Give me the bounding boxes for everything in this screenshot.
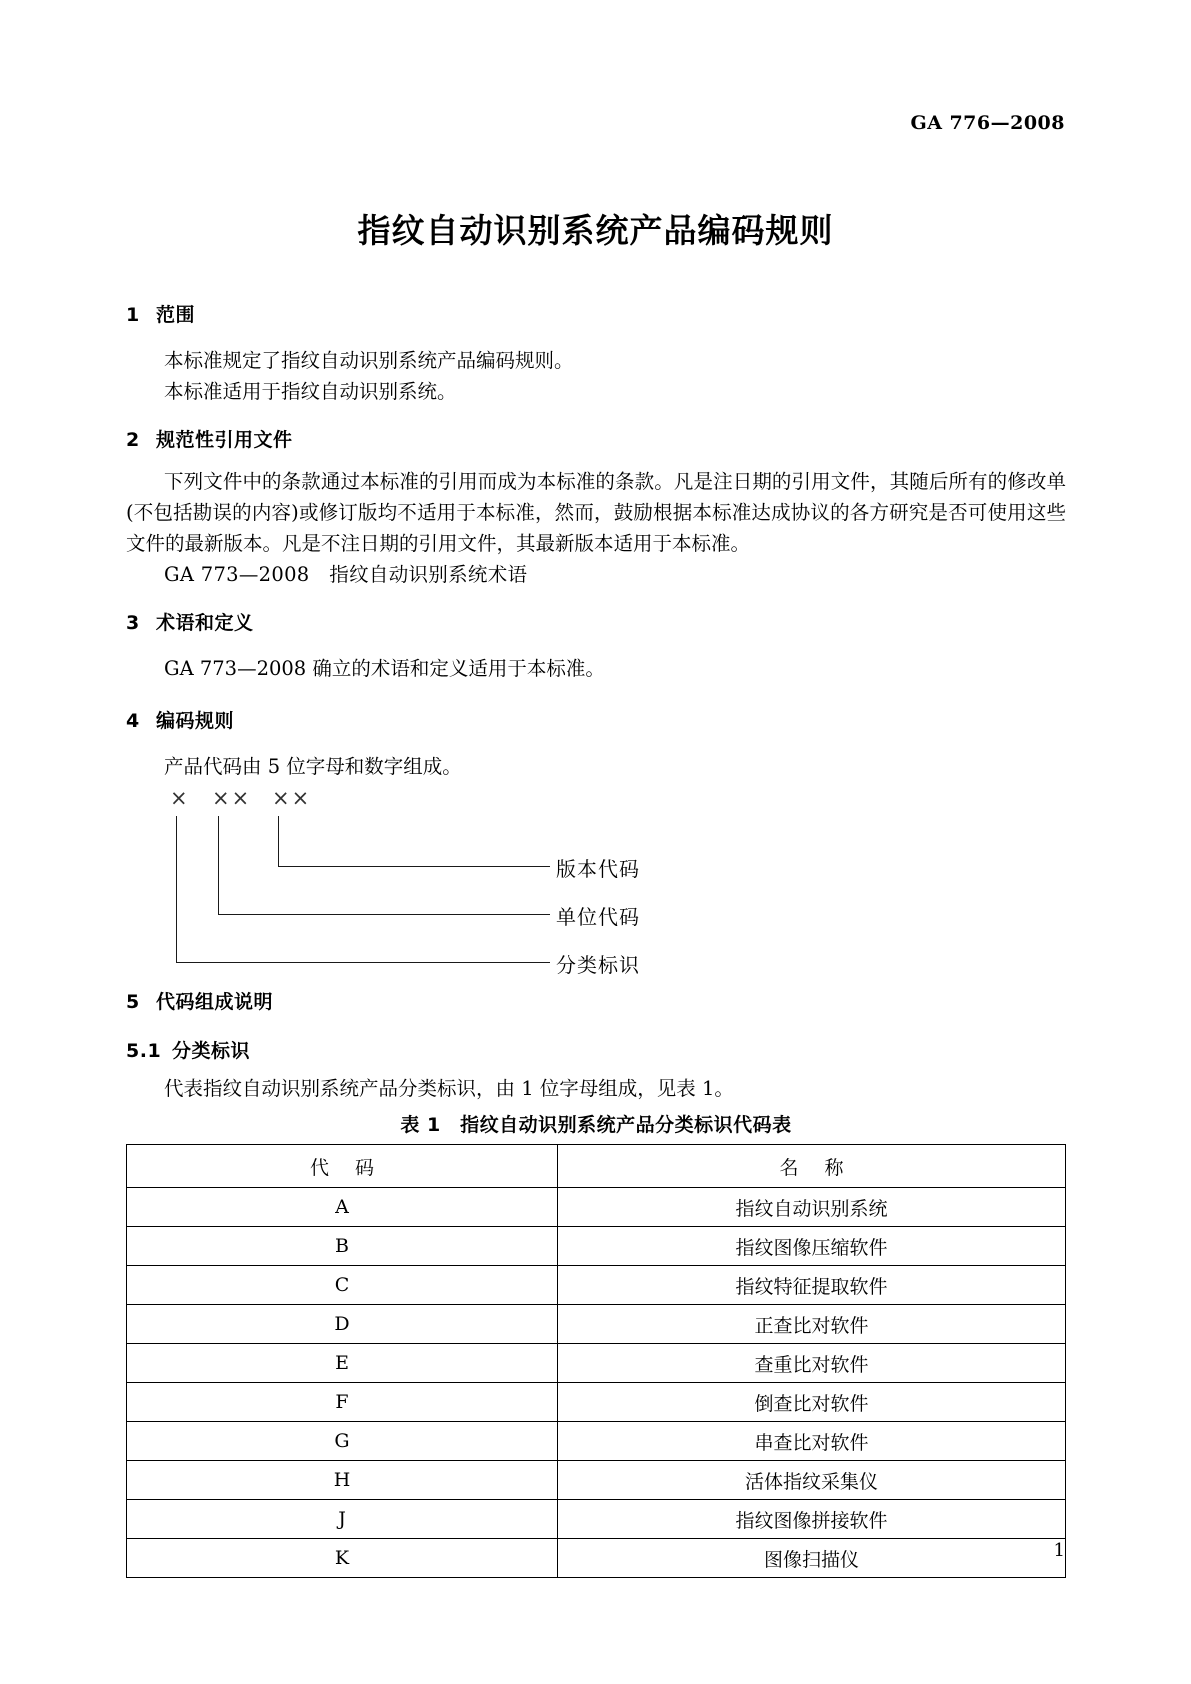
diagram-label-classification: 分类标识	[556, 953, 640, 977]
code-structure-diagram	[126, 786, 1066, 977]
clause-number-1: 1	[126, 304, 140, 326]
diagram-vline-version	[278, 816, 279, 866]
code-segment-version: ××	[272, 786, 312, 810]
clause-heading-5	[126, 987, 1066, 1014]
cell-name: 串查比对软件	[558, 1422, 1066, 1461]
cell-name: 图像扫描仪	[558, 1539, 1066, 1578]
cell-code: C	[127, 1266, 558, 1305]
running-header	[910, 112, 1065, 134]
diagram-hline-classification	[176, 962, 550, 963]
clause-number-2: 2	[126, 429, 140, 451]
cell-code: H	[127, 1461, 558, 1500]
clause-2-reference: GA 773—2008 指纹自动识别系统术语	[164, 563, 528, 586]
cell-name: 查重比对软件	[558, 1344, 1066, 1383]
standard-org: GA	[910, 112, 943, 134]
column-header-name: 名 称	[558, 1145, 1066, 1188]
column-header-code: 代 码	[127, 1145, 558, 1188]
cell-name: 倒查比对软件	[558, 1383, 1066, 1422]
clause-heading-3	[126, 608, 1066, 635]
cell-name: 正查比对软件	[558, 1305, 1066, 1344]
standard-number: 776—2008	[949, 112, 1065, 134]
table-row	[127, 1422, 1066, 1461]
clause-title-5-1: 分类标识	[172, 1040, 251, 1062]
cell-code: D	[127, 1305, 558, 1344]
diagram-label-unit: 单位代码	[556, 905, 640, 929]
table-header-row	[127, 1145, 1066, 1188]
table-row	[127, 1461, 1066, 1500]
cell-name: 指纹自动识别系统	[558, 1188, 1066, 1227]
table-row	[127, 1539, 1066, 1578]
page-title: 指纹自动识别系统产品编码规则	[357, 211, 834, 250]
diagram-hline-unit	[218, 914, 550, 915]
classification-code-table	[126, 1144, 1066, 1578]
table-caption: 表 1 指纹自动识别系统产品分类标识代码表	[400, 1114, 792, 1136]
clause-number-5: 5	[126, 991, 140, 1013]
cell-name: 指纹特征提取软件	[558, 1266, 1066, 1305]
cell-name: 指纹图像压缩软件	[558, 1227, 1066, 1266]
table-row	[127, 1188, 1066, 1227]
clause-1-paragraph-1: 本标准规定了指纹自动识别系统产品编码规则。	[164, 349, 574, 372]
diagram-vline-classification	[176, 816, 177, 962]
clause-heading-4	[126, 706, 1066, 733]
cell-code: A	[127, 1188, 558, 1227]
clause-title-4: 编码规则	[156, 710, 235, 732]
clause-title-5: 代码组成说明	[156, 991, 274, 1013]
diagram-label-version: 版本代码	[556, 857, 640, 881]
clause-heading-1	[126, 300, 1066, 327]
cell-code: G	[127, 1422, 558, 1461]
clause-title-1: 范围	[156, 304, 196, 326]
table-row	[127, 1383, 1066, 1422]
clause-1-paragraph-2: 本标准适用于指纹自动识别系统。	[164, 380, 457, 403]
cell-code: E	[127, 1344, 558, 1383]
cell-code: K	[127, 1539, 558, 1578]
page-number: 1	[1053, 1540, 1065, 1561]
clause-3-paragraph-1: GA 773—2008 确立的术语和定义适用于本标准。	[164, 657, 605, 680]
cell-code: F	[127, 1383, 558, 1422]
clause-heading-5-1	[126, 1036, 1066, 1063]
table-row	[127, 1500, 1066, 1539]
clause-number-5-1: 5.1	[126, 1040, 162, 1062]
table-row	[127, 1344, 1066, 1383]
cell-code: J	[127, 1500, 558, 1539]
diagram-vline-unit	[218, 816, 219, 914]
cell-name: 活体指纹采集仪	[558, 1461, 1066, 1500]
document-body	[126, 300, 1066, 1578]
clause-5-1-paragraph-1: 代表指纹自动识别系统产品分类标识，由 1 位字母组成，见表 1。	[164, 1077, 734, 1100]
clause-heading-2	[126, 425, 1066, 452]
table-row	[127, 1305, 1066, 1344]
clause-4-paragraph-1: 产品代码由 5 位字母和数字组成。	[164, 755, 462, 778]
clause-title-2: 规范性引用文件	[156, 429, 293, 451]
table-body	[127, 1145, 1066, 1578]
cell-code: B	[127, 1227, 558, 1266]
clause-2-paragraph-1: 下列文件中的条款通过本标准的引用而成为本标准的条款。凡是注日期的引用文件，其随后所有的修改单(不包括勘误的内容)或修订版均不适用于本标准，然而，鼓励根据本标准达成协议的各方研究是否可使用这些文件的最新版本。凡是不注日期的引用文件，其最新版本适用于本标准。	[126, 470, 1066, 555]
clause-title-3: 术语和定义	[156, 612, 254, 634]
table-row	[127, 1227, 1066, 1266]
code-segment-classification: ×	[170, 786, 190, 810]
code-segment-unit: ××	[212, 786, 252, 810]
clause-number-4: 4	[126, 710, 140, 732]
diagram-hline-version	[278, 866, 550, 867]
clause-number-3: 3	[126, 612, 140, 634]
table-row	[127, 1266, 1066, 1305]
cell-name: 指纹图像拼接软件	[558, 1500, 1066, 1539]
